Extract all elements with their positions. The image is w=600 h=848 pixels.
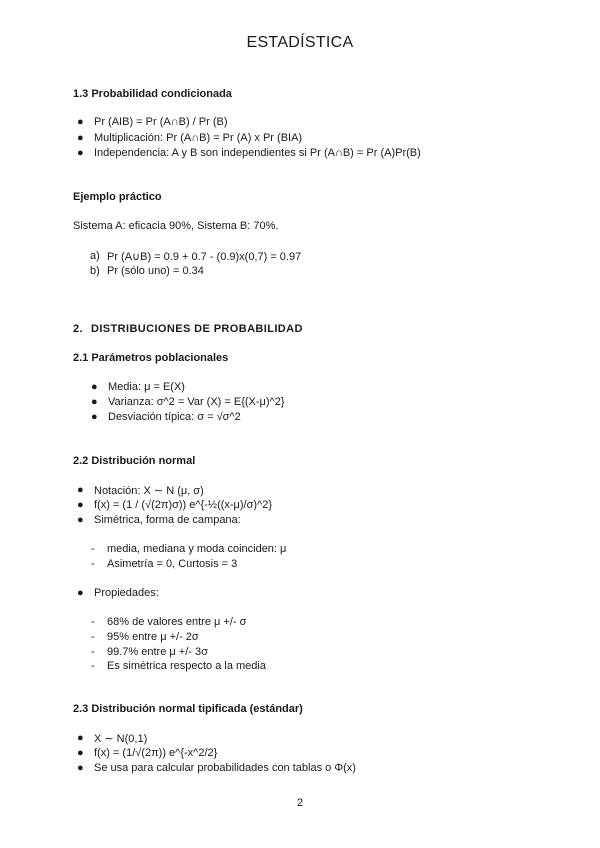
heading-example: Ejemplo práctico (73, 191, 162, 203)
bullet-marker: ● (77, 587, 84, 599)
list-item-text: X ∼ N(0,1) (94, 733, 148, 745)
bullet-marker: ● (77, 147, 84, 159)
list-item-text: Es simétrica respecto a la media (107, 660, 266, 672)
bullet-marker: ● (77, 484, 84, 496)
list-item-text: Media: μ = E(X) (108, 381, 185, 393)
list-item-text: Desviación típica: σ = √σ^2 (108, 411, 241, 423)
bullet-marker: ● (77, 732, 84, 744)
list-item-text: Notación: X ∼ N (μ, σ) (94, 485, 204, 497)
example-text: Sistema A: eficacia 90%, Sistema B: 70%. (73, 220, 279, 232)
list-item-text: Propiedades: (94, 587, 159, 599)
bullet-marker: ● (77, 499, 84, 511)
bullet-marker: ● (77, 762, 84, 774)
list-item-text: Se usa para calcular probabilidades con tablas o Φ(x) (94, 762, 356, 774)
list-item-text: f(x) = (1 / (√(2π)σ)) e^{-½((x-μ)/σ)^2} (94, 499, 273, 511)
bullet-marker: ● (77, 514, 84, 526)
dash-marker: - (91, 660, 95, 672)
alpha-marker: a) (90, 250, 100, 262)
list-item-text: Pr (AIB) = Pr (A∩B) / Pr (B) (94, 116, 228, 128)
document-title: ESTADÍSTICA (246, 34, 354, 51)
bullet-marker: ● (77, 132, 84, 144)
list-item-text: Asimetría = 0, Curtosis = 3 (107, 558, 238, 570)
bullet-marker: ● (77, 747, 84, 759)
list-item-text: Pr (sólo uno) = 0.34 (107, 265, 204, 277)
list-item-text: f(x) = (1/√(2π)) e^{-x^2/2} (94, 747, 218, 759)
heading-1-3: 1.3 Probabilidad condicionada (73, 88, 232, 100)
bullet-marker: ● (91, 381, 98, 393)
section-number: 2. (73, 323, 83, 335)
page-number: 2 (296, 797, 304, 809)
dash-marker: - (91, 543, 95, 555)
list-item-text: Multiplicación: Pr (A∩B) = Pr (A) x Pr (BIA) (94, 132, 303, 144)
list-item-text: 95% entre μ +/- 2σ (107, 631, 199, 643)
bullet-marker: ● (91, 396, 98, 408)
list-item-text: Pr (A∪B) = 0.9 + 0.7 - (0.9)x(0,7) = 0.97 (107, 251, 302, 263)
dash-marker: - (91, 616, 95, 628)
bullet-marker: ● (77, 116, 84, 128)
list-item-text: media, mediana y moda coinciden: μ (107, 543, 287, 555)
dash-marker: - (91, 646, 95, 658)
list-item-text: 99.7% entre μ +/- 3σ (107, 646, 208, 658)
heading-2-3: 2.3 Distribución normal tipificada (estándar) (73, 703, 303, 715)
list-item-text: Simétrica, forma de campana: (94, 514, 241, 526)
bullet-marker: ● (91, 411, 98, 423)
heading-2-2: 2.2 Distribución normal (73, 455, 196, 467)
heading-section-2 (73, 323, 303, 335)
list-item-text: 68% de valores entre μ +/- σ (107, 616, 247, 628)
list-item-text: Varianza: σ^2 = Var (X) = E{(X-μ)^2} (108, 396, 285, 408)
heading-2-1: 2.1 Parámetros poblacionales (73, 352, 229, 364)
section-title: DISTRIBUCIONES DE PROBABILIDAD (90, 323, 303, 335)
dash-marker: - (91, 558, 95, 570)
dash-marker: - (91, 631, 95, 643)
list-item-text: Independencia: A y B son independientes si Pr (A∩B) = Pr (A)Pr(B) (94, 147, 421, 159)
alpha-marker: b) (90, 265, 100, 277)
